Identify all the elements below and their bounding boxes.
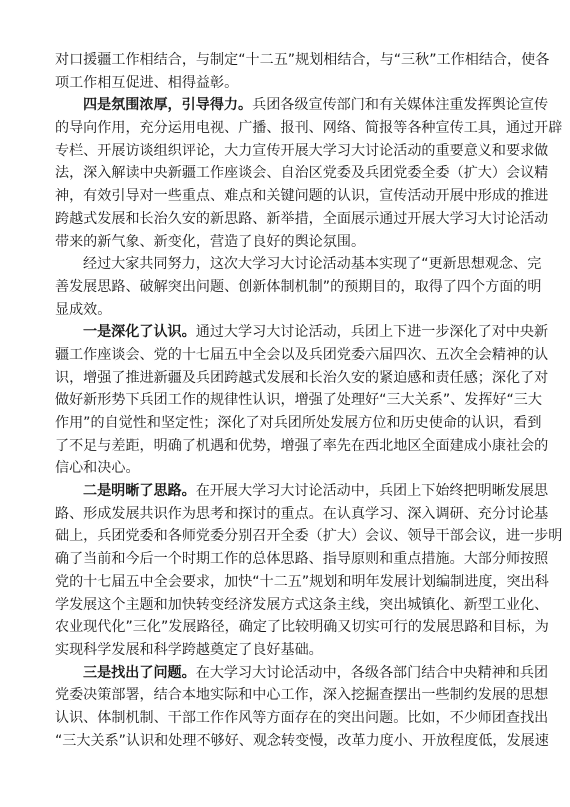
line-text: 项工作相互促进、相得益彰。 <box>55 74 239 91</box>
line-text: “三大关系”认识和处理不够好、观念转变慢，改革力度小、开放程度低，发展速 <box>55 732 549 749</box>
paragraph-lead: 三是找出了问题。 <box>83 664 196 681</box>
text-line <box>55 707 549 730</box>
text-line <box>55 140 549 163</box>
line-text: 识，增强了推进新疆及兵团跨越式发展和长治久安的紧迫感和责任感；深化了对 <box>55 369 549 386</box>
line-text: 实现科学发展和科学跨越奠定了良好基础。 <box>55 641 323 658</box>
text-line <box>55 503 549 526</box>
text-line <box>55 594 549 617</box>
line-text: 通过大学习大讨论活动，兵团上下进一步深化了对中央新 <box>195 324 549 341</box>
text-line <box>55 72 517 95</box>
line-text: 跨越式发展和长治久安的新思路、新举措，全面展示通过开展大学习大讨论活动 <box>55 210 549 227</box>
text-line <box>55 276 542 299</box>
text-line <box>55 639 517 662</box>
line-text: 路、形成发展共识作为思考和探讨的重点。在认真学习、深入调研、充分讨论基 <box>55 505 549 522</box>
line-text: 信心和决心。 <box>55 460 140 477</box>
line-text: 党委决策部署，结合本地实际和中心工作，深入挖掘查摆出一些制约发展的思想 <box>55 687 549 704</box>
document-page <box>55 49 563 752</box>
text-line <box>55 616 549 639</box>
line-text: 了不足与差距，明确了机遇和优势，增强了率先在西北地区全面建成小康社会的 <box>55 437 549 454</box>
text-line <box>55 94 549 117</box>
text-line <box>55 662 549 685</box>
line-text: 农业现代化”三化”发展路径，确定了比较明确又切实可行的发展思路和目标，为 <box>55 619 549 636</box>
paragraph-lead: 二是明晰了思路。 <box>83 483 196 500</box>
line-text: 专栏、开展访谈组织评论，大力宣传开展大学习大讨论活动的重要意义和要求做 <box>55 142 549 159</box>
text-line <box>55 208 549 231</box>
text-line <box>55 571 549 594</box>
line-text: 的导向作用，充分运用电视、广播、报刊、网络、简报等各种宣传工具，通过开辟 <box>55 120 563 137</box>
line-text: 疆工作座谈会、党的十七届五中全会以及兵团党委六届四次、五次全会精神的认 <box>55 346 549 363</box>
line-text: 神，有效引导对一些重点、难点和关键问题的认识，宣传活动开展中形成的推进 <box>55 188 549 205</box>
text-line <box>55 525 563 548</box>
text-line <box>55 389 542 412</box>
text-line <box>55 457 517 480</box>
paragraph-lead: 四是氛围浓厚，引导得力。 <box>83 97 253 114</box>
line-text: 党的十七届五中全会要求，加快“十二五”规划和明年发展计划编制进度，突出科 <box>55 573 549 590</box>
text-line <box>55 730 549 753</box>
text-line <box>55 299 517 322</box>
line-text: 做好新形势下兵团工作的规律性认识，增强了处理好“三大关系”、发挥好“三大 <box>55 392 542 409</box>
line-text: 对口援疆工作相结合，与制定“十二五”规划相结合，与“三秋”工作相结合，使各 <box>55 52 550 68</box>
text-line <box>55 412 542 435</box>
text-line <box>55 367 549 390</box>
text-line <box>55 49 550 72</box>
text-line <box>55 185 549 208</box>
text-line <box>55 435 549 458</box>
line-text: 学发展这个主题和加快转变经济发展方式这条主线，突出城镇化、新型工业化、 <box>55 596 549 613</box>
line-text: 作用”的自觉性和坚定性；深化了对兵团所处发展方位和历史使命的认识，看到 <box>55 415 542 431</box>
line-text: 认识、体制机制、干部工作作风等方面存在的突出问题。比如，不少师团查找出 <box>55 709 549 726</box>
line-text: 在开展大学习大讨论活动中，兵团上下始终把明晰发展思 <box>195 483 549 500</box>
line-text: 法，深入解读中央新疆工作座谈会、自治区党委及兵团党委全委（扩大）会议精 <box>55 165 549 182</box>
paragraph-lead: 一是深化了认识。 <box>83 324 196 341</box>
text-line <box>55 117 563 140</box>
line-text: 带来的新气象、新变化，营造了良好的舆论氛围。 <box>55 233 366 250</box>
line-text: 兵团各级宣传部门和有关媒体注重发挥舆论宣传 <box>252 97 549 114</box>
text-line <box>55 162 549 185</box>
text-line <box>55 344 549 367</box>
text-line <box>55 231 517 254</box>
line-text: 显成效。 <box>55 301 112 318</box>
line-text: 经过大家共同努力，这次大学习大讨论活动基本实现了“更新思想观念、完 <box>83 256 542 273</box>
text-line <box>55 321 549 344</box>
line-text: 在大学习大讨论活动中，各级各部门结合中央精神和兵团 <box>195 664 549 681</box>
text-line <box>55 480 549 503</box>
line-text: 善发展思路、破解突出问题、创新体制机制”的预期目的，取得了四个方面的明 <box>55 278 542 295</box>
text-line <box>55 253 542 276</box>
text-line <box>55 548 549 571</box>
text-line <box>55 684 549 707</box>
line-text: 确了当前和今后一个时期工作的总体思路、指导原则和重点措施。大部分师按照 <box>55 551 549 568</box>
line-text: 础上，兵团党委和各师党委分别召开全委（扩大）会议、领导干部会议，进一步明 <box>55 528 563 545</box>
